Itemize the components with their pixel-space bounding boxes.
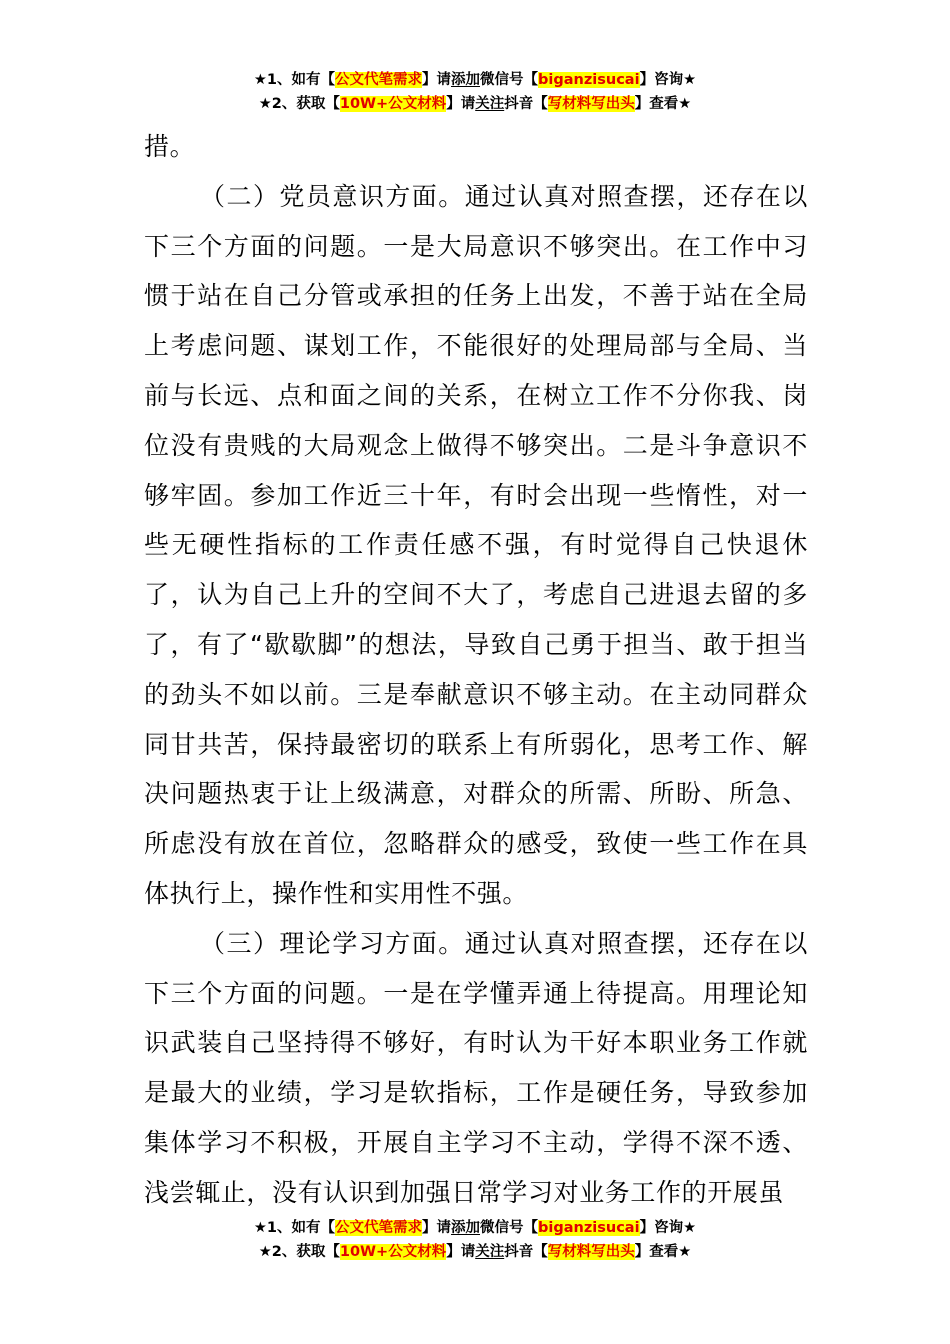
banner-highlight: biganzisucai [538,72,640,88]
banner-underlined: 关注 [475,1244,505,1260]
paragraph-continuation: 措。 [144,132,196,161]
banner-text: ★2、获取【 [258,1244,340,1260]
banner-line-2 [0,1240,950,1264]
banner-text: 】咨询★ [639,72,697,88]
banner-text: ★1、如有【 [253,72,336,88]
banner-highlight: 公文代笔需求 [335,72,423,88]
banner-underlined: 添加 [451,1220,481,1236]
banner-text: 】查看★ [634,96,692,112]
banner-text: ★2、获取【 [258,96,340,112]
banner-text: 】请 [446,96,476,112]
document-body [144,122,808,1218]
banner-text: 微信号【 [480,1220,539,1236]
banner-highlight: 10W+公文材料 [339,96,447,112]
banner-text: 抖音【 [504,1244,548,1260]
footer-banner [0,1216,950,1264]
banner-text: 】查看★ [634,1244,692,1260]
banner-text: 】请 [422,1220,452,1236]
banner-text: 抖音【 [504,96,548,112]
banner-highlight: 公文代笔需求 [335,1220,423,1236]
banner-underlined: 添加 [451,72,481,88]
banner-text: 】请 [422,72,452,88]
banner-highlight: biganzisucai [538,1220,640,1236]
banner-text: 】咨询★ [639,1220,697,1236]
paragraph-party-awareness: （二）党员意识方面。通过认真对照查摆，还存在以下三个方面的问题。一是大局意识不够突出。在工作中习惯于站在自己分管或承担的任务上出发，不善于站在全局上考虑问题、谋划工作，不能很好的处理局部与全局、当前与长远、点和面之间的关系，在树立工作不分你我、岗位没有贵贱的大局观念上做得不够突出。二是斗争意识不够牢固。参加工作近三十年，有时会出现一些惰性，对一些无硬性指标的工作责任感不强，有时觉得自己快退休了，认为自己上升的空间不大了，考虑自己进退去留的多了，有了“歇歇脚”的想法，导致自己勇于担当、敢于担当的劲头不如以前。三是奉献意识不够主动。在主动同群众同甘共苦，保持最密切的联系上有所弱化，思考工作、解决问题热衷于让上级满意，对群众的所需、所盼、所急、所虑没有放在首位，忽略群众的感受，致使一些工作在具体执行上，操作性和实用性不强。 [144,181,808,908]
banner-text: 】请 [446,1244,476,1260]
banner-line-1 [0,1216,950,1240]
banner-highlight: 写材料写出头 [547,96,635,112]
header-banner [0,68,950,116]
banner-line-1 [0,68,950,92]
paragraph-theory-study: （三）理论学习方面。通过认真对照查摆，还存在以下三个方面的问题。一是在学懂弄通上待提高。用理论知识武装自己坚持得不够好，有时认为干好本职业务工作就是最大的业绩，学习是软指标，工作是硬任务，导致参加集体学习不积极，开展自主学习不主动，学得不深不透、浅尝辄止，没有认识到加强日常学习对业务工作的开展虽 [144,928,808,1207]
banner-highlight: 写材料写出头 [547,1244,635,1260]
banner-line-2 [0,92,950,116]
banner-text: 微信号【 [480,72,539,88]
banner-highlight: 10W+公文材料 [339,1244,447,1260]
banner-text: ★1、如有【 [253,1220,336,1236]
banner-underlined: 关注 [475,96,505,112]
